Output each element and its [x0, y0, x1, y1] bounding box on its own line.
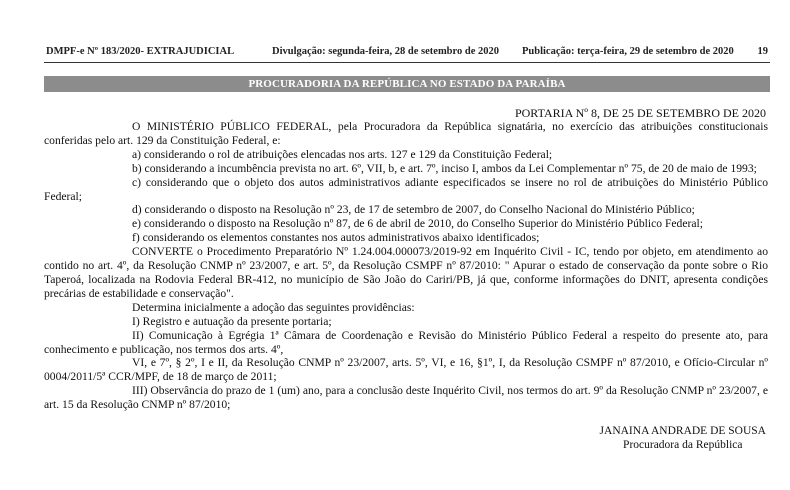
paragraph: c) considerando que o objeto dos autos administrativos adiante especificados se insere no rol de atribuições do Ministério Público Federal; [44, 175, 768, 203]
signature-block [600, 424, 766, 452]
portaria-title: PORTARIA Nº 8, DE 25 DE SETEMBRO DE 2020 [514, 106, 766, 120]
paragraph: d) considerando o disposto na Resolução nº 23, de 17 de setembro de 2007, do Conselho Nacional do Ministério Público; [132, 203, 695, 217]
section-banner: PROCURADORIA DA REPÚBLICA NO ESTADO DA PARAÍBA [44, 76, 770, 92]
signer-name: JANAINA ANDRADE DE SOUSA [599, 425, 766, 437]
paragraph: III) Observância do prazo de 1 (um) ano, para a conclusão deste Inquérito Civil, nos termos do art. 9º da Resolução CNMP nº 23/2007, e art. 15 da Resolução CNMP nº 87/2010; [44, 384, 768, 412]
page-header [44, 46, 770, 60]
document-body [44, 120, 768, 412]
paragraph: CONVERTE o Procedimento Preparatório Nº 1.24.004.000073/2019-92 em Inquérito Civil - IC, tendo por objeto, em atendimento ao contido no art. 4º, da Resolução CNMP nº 23/2007, e art. 5º, da Resolução CSMPF nº 87/2010: " Apurar o estado de conservação da ponte sobre o Rio Taperoá, localizada na Rodovia Federal BR-412, no município de São João do Cariri/PB, já que, conforme informações do DNIT, apresenta condições precárias de estabilidade e conservação". [44, 245, 768, 300]
paragraph: II) Comunicação à Egrégia 1ª Câmara de Coordenação e Revisão do Ministério Público Federal a respeito do presente ato, para conhecimento e publicação, nos termos dos arts. 4º, [44, 328, 768, 356]
edition-label: DMPF-e Nº 183/2020- EXTRAJUDICIAL [46, 46, 235, 57]
paragraph: VI, e 7º, § 2º, I e II, da Resolução CNMP nº 23/2007, arts. 5º, VI, e 16, §1º, I, da Resolução CSMPF nº 87/2010, e Ofício-Circular nº 0004/2011/5ª CCR/MPF, de 18 de março de 2011; [44, 356, 768, 384]
paragraph: O MINISTÉRIO PÚBLICO FEDERAL, pela Procuradora da República signatária, no exercício das atribuições constitucionais conferidas pelo art. 129 da Constituição Federal, e: [44, 120, 768, 147]
paragraph: a) considerando o rol de atribuições elencadas nos arts. 127 e 129 da Constituição Federal; [132, 147, 553, 161]
divulgacao-date: Divulgação: segunda-feira, 28 de setembro de 2020 [272, 46, 499, 57]
paragraph: b) considerando a incumbência prevista no art. 6º, VII, b, e art. 7º, inciso I, ambos da Lei Complementar nº 75, de 20 de maio de 1993; [132, 161, 757, 175]
publicacao-date: Publicação: terça-feira, 29 de setembro de 2020 [522, 46, 734, 57]
paragraph: Determina inicialmente a adoção das seguintes providências: [132, 300, 415, 314]
paragraph: f) considerando os elementos constantes nos autos administrativos abaixo identificados; [132, 231, 540, 245]
paragraph: e) considerando o disposto na Resolução nº 87, de 6 de abril de 2010, do Conselho Superior do Ministério Público Federal; [132, 217, 703, 231]
header-divider [44, 62, 770, 63]
signer-role: Procuradora da República [623, 439, 743, 451]
page-number: 19 [757, 46, 768, 57]
paragraph: I) Registro e autuação da presente portaria; [132, 314, 332, 328]
